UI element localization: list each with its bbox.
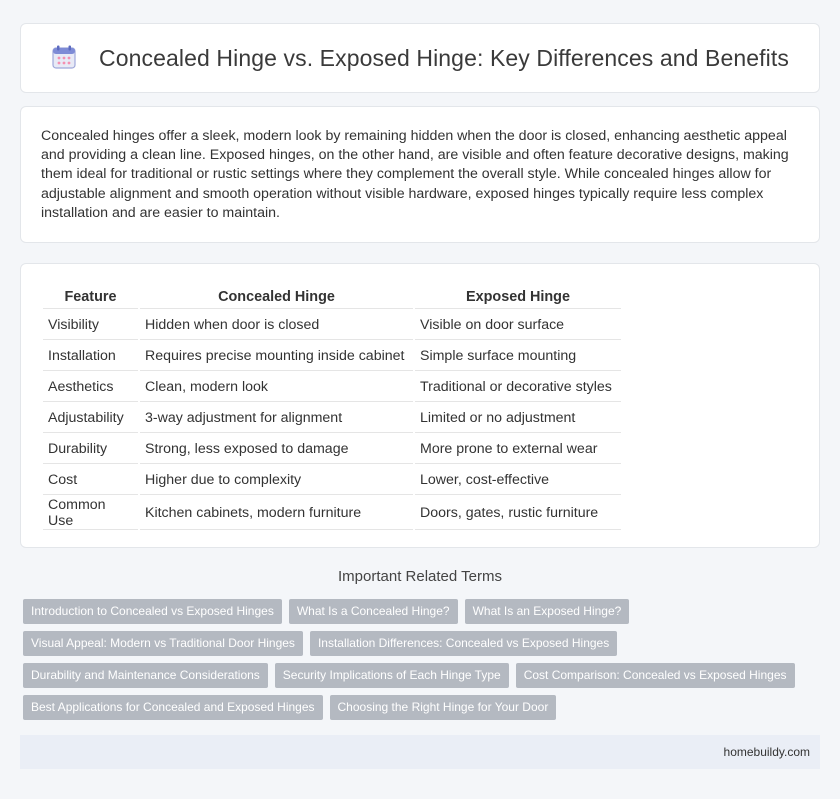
table-cell: Aesthetics — [43, 373, 138, 402]
table-row — [43, 404, 621, 433]
table-cell: Hidden when door is closed — [140, 311, 413, 340]
table-cell: Kitchen cabinets, modern furniture — [140, 497, 413, 530]
related-term-tag[interactable]: Choosing the Right Hinge for Your Door — [330, 695, 557, 720]
table-cell: Limited or no adjustment — [415, 404, 621, 433]
related-term-tag[interactable]: Installation Differences: Concealed vs Exposed Hinges — [310, 631, 617, 656]
related-terms-row — [23, 695, 813, 720]
table-cell: Clean, modern look — [140, 373, 413, 402]
related-term-tag[interactable]: What Is an Exposed Hinge? — [465, 599, 630, 624]
comparison-table — [41, 284, 623, 532]
table-row — [43, 435, 621, 464]
table-row — [43, 466, 621, 495]
table-cell: Doors, gates, rustic furniture — [415, 497, 621, 530]
related-terms-title: Important Related Terms — [338, 568, 502, 585]
table-cell: Installation — [43, 342, 138, 371]
column-header-feature: Feature — [43, 286, 138, 309]
table-cell: Simple surface mounting — [415, 342, 621, 371]
table-header-row — [43, 286, 621, 309]
related-term-tag[interactable]: Cost Comparison: Concealed vs Exposed Hinges — [516, 663, 795, 688]
table-cell: Visible on door surface — [415, 311, 621, 340]
related-terms-row — [23, 599, 813, 624]
table-cell: Visibility — [43, 311, 138, 340]
table-cell: Traditional or decorative styles — [415, 373, 621, 402]
related-term-tag[interactable]: Security Implications of Each Hinge Type — [275, 663, 509, 688]
table-cell: More prone to external wear — [415, 435, 621, 464]
related-term-tag[interactable]: Visual Appeal: Modern vs Traditional Door Hinges — [23, 631, 303, 656]
page-title: Concealed Hinge vs. Exposed Hinge: Key Differences and Benefits — [99, 44, 789, 71]
column-header-concealed: Concealed Hinge — [140, 286, 413, 309]
related-term-tag[interactable]: Introduction to Concealed vs Exposed Hinges — [23, 599, 282, 624]
table-row — [43, 497, 621, 530]
related-term-tag[interactable]: Durability and Maintenance Considerations — [23, 663, 268, 688]
table-cell: Lower, cost-effective — [415, 466, 621, 495]
column-header-exposed: Exposed Hinge — [415, 286, 621, 309]
related-term-tag[interactable]: What Is a Concealed Hinge? — [289, 599, 458, 624]
table-row — [43, 342, 621, 371]
table-body — [43, 311, 621, 530]
intro-text: Concealed hinges offer a sleek, modern look by remaining hidden when the door is closed, enhancing aesthetic appeal and providing a clean line. Exposed hinges, on the other hand, are visible and often feature decorative designs, making them ideal for traditional or rustic settings where they complement the overall style. While concealed hinges allow for adjustable alignment and smooth operation without visible hardware, exposed hinges typically require less complex installation and are easier to maintain. — [41, 128, 789, 221]
table-cell: Strong, less exposed to damage — [140, 435, 413, 464]
calendar-icon — [51, 44, 77, 70]
related-terms-list — [23, 599, 813, 727]
table-row — [43, 373, 621, 402]
table-cell: Adjustability — [43, 404, 138, 433]
footer — [20, 735, 820, 769]
related-terms-row — [23, 663, 813, 688]
table-cell: Durability — [43, 435, 138, 464]
table-cell: Higher due to complexity — [140, 466, 413, 495]
related-term-tag[interactable]: Best Applications for Concealed and Exposed Hinges — [23, 695, 323, 720]
table-row — [43, 311, 621, 340]
comparison-card — [20, 263, 820, 548]
table-cell: Cost — [43, 466, 138, 495]
table-cell: Common Use — [43, 497, 138, 530]
footer-site-link[interactable]: homebuildy.com — [723, 745, 810, 759]
table-cell: 3-way adjustment for alignment — [140, 404, 413, 433]
related-terms-row — [23, 631, 813, 656]
table-cell: Requires precise mounting inside cabinet — [140, 342, 413, 371]
intro-card — [20, 106, 820, 243]
header-card — [20, 23, 820, 93]
